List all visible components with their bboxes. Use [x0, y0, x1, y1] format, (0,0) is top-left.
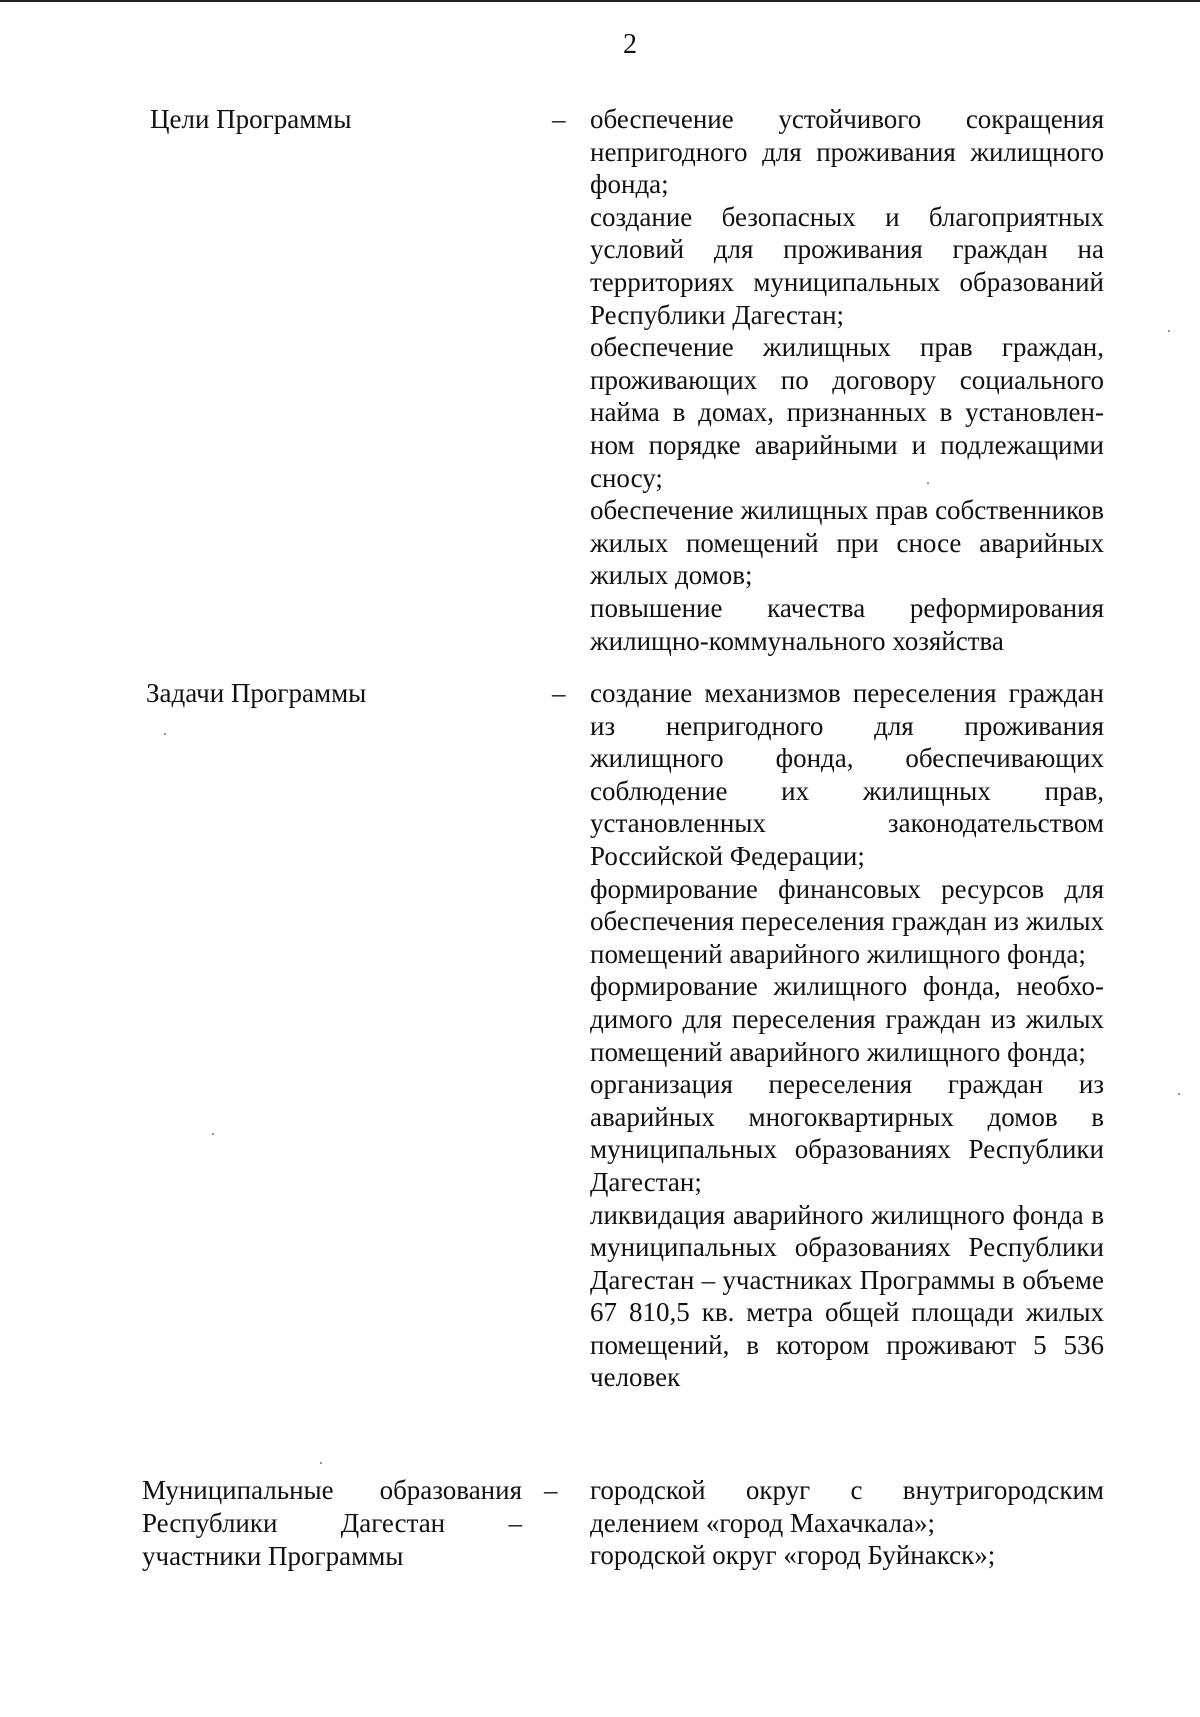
- goal-item: обеспечение жилищных прав собственников жилых помещений при сносе аварийных жилых домов;: [590, 495, 1104, 591]
- section-dash: –: [544, 1475, 558, 1505]
- label-line: Республики Дагестан –: [142, 1508, 522, 1538]
- goals-list: [590, 103, 1104, 657]
- municipalities-list: [590, 1474, 1104, 1572]
- scan-speck: [212, 1133, 214, 1135]
- scan-speck: [1178, 1093, 1180, 1095]
- task-item: создание механизмов переселения граждан из непригодного для проживания жилищного фонда, обеспечивающих соблюдение их жилищных прав, установленных законодательством Российской Федерации;: [590, 678, 1104, 871]
- scan-speck: [320, 1462, 322, 1464]
- section-label-tasks: Задачи Программы: [146, 678, 367, 708]
- section-label-municipalities: [142, 1474, 522, 1573]
- section-dash: –: [552, 678, 566, 708]
- scan-speck: [1168, 330, 1170, 332]
- goal-item: создание безопасных и благоприятных условий для проживания граждан на территориях муниципальных образований Республики Дагестан;: [590, 201, 1104, 330]
- scan-speck: [927, 482, 929, 484]
- tasks-list: [590, 677, 1104, 1394]
- page-number: 2: [623, 29, 637, 60]
- section-dash: –: [552, 104, 566, 134]
- scan-speck: [164, 733, 166, 735]
- task-item: ликвидация аварийного жилищного фонда в муниципальных образованиях Республики Дагестан – участниках Программы в объеме 67 810,5 кв. метра общей площади жилых помещений, в котором проживают 5 536 человек: [590, 1199, 1104, 1393]
- label-line: участники Программы: [142, 1541, 404, 1571]
- goal-item: обеспечение жилищных прав граждан, проживающих по договору социального найма в домах, признанных в установленном порядке аварийными и подлежащими сносу;: [590, 332, 1104, 493]
- task-item: формирование жилищного фонда, необходимого для переселения граждан из жилых помещений аварийного жилищного фонда;: [590, 971, 1104, 1067]
- goal-item: повышение качества реформирования жилищно-коммунального хозяйства: [590, 592, 1104, 656]
- municipality-item: городской округ с внутригородским делением «город Махачкала»;: [590, 1475, 1104, 1538]
- label-line: Муниципальные образования: [142, 1475, 522, 1505]
- top-border-line: [0, 0, 1200, 2]
- goal-item: обеспечение устойчивого сокращения непригодного для проживания жилищного фонда;: [590, 104, 1104, 200]
- section-label-goals: Цели Программы: [150, 104, 352, 134]
- task-item: формирование финансовых ресурсов для обеспечения переселения граждан из жилых помещений аварийного жилищного фонда;: [590, 873, 1104, 969]
- municipality-item: городской округ «город Буйнакск»;: [590, 1540, 996, 1571]
- task-item: организация переселения граждан из аварийных многоквартирных домов в муниципальных образованиях Республики Дагестан;: [590, 1069, 1104, 1197]
